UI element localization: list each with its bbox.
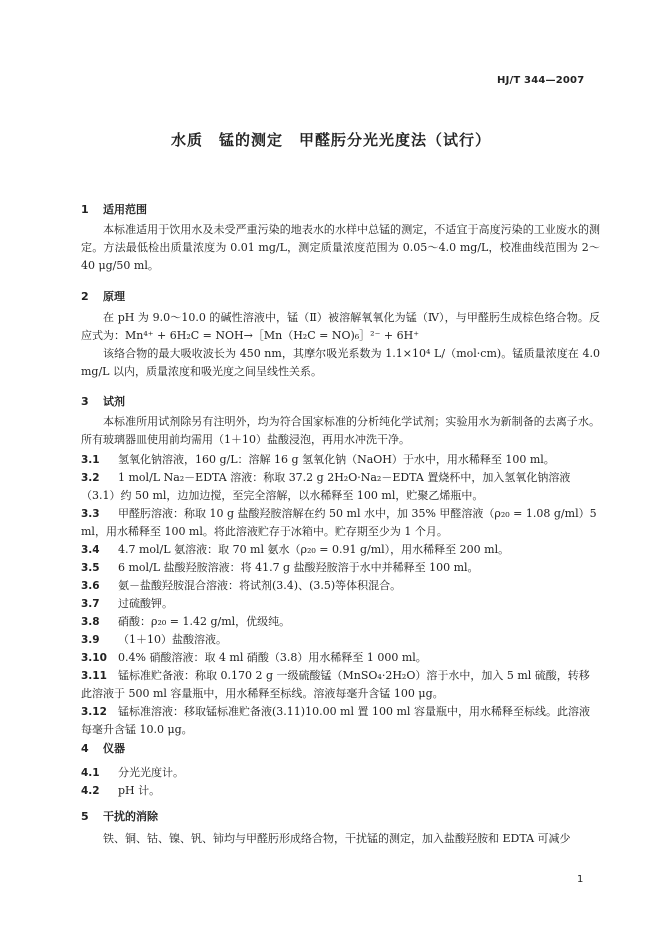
item-text: 分光光度计。 <box>118 766 184 779</box>
item-text: 过硫酸钾。 <box>118 597 173 610</box>
list-item <box>81 703 600 739</box>
section-number: 5 <box>81 810 89 823</box>
item-number: 3.3 <box>81 508 100 520</box>
standard-code: HJ/T 344—2007 <box>497 75 585 86</box>
section-3-heading <box>81 393 125 411</box>
list-item <box>81 613 600 631</box>
item-text: 甲醛肟溶液：称取 10 g 盐酸羟胺溶解在约 50 ml 水中，加 35% 甲醛溶液（ρ₂₀ = 1.08 g/ml）5 ml，用水稀释至 100 ml。将此溶液贮存于冰箱中。贮存期至少为 1 个月。 <box>81 507 597 538</box>
item-number: 4.2 <box>81 785 100 797</box>
section-5-heading <box>81 808 158 826</box>
list-item <box>81 541 600 559</box>
item-number: 3.7 <box>81 598 100 610</box>
item-number: 3.8 <box>81 616 100 628</box>
section-1-heading <box>81 201 147 219</box>
section-1-paragraph: 本标准适用于饮用水及未受严重污染的地表水的水样中总锰的测定，不适宜于高度污染的工业废水的测定。方法最低检出质量浓度为 0.01 mg/L，测定质量浓度范围为 0.05～4.0 mg/L，校准曲线范围为 2～40 μg/50 ml。 <box>81 223 600 272</box>
page-title: 水质 锰的测定 甲醛肟分光光度法（试行） <box>170 131 491 149</box>
list-item <box>81 559 600 577</box>
list-item <box>81 451 600 469</box>
list-item <box>81 469 600 505</box>
section-title: 干扰的消除 <box>103 810 158 823</box>
section-title: 试剂 <box>103 395 125 408</box>
list-item <box>81 782 600 800</box>
section-title: 适用范围 <box>103 203 147 216</box>
item-number: 3.2 <box>81 472 100 484</box>
list-item <box>81 577 600 595</box>
item-number: 3.10 <box>81 652 107 664</box>
section-2-heading <box>81 288 125 306</box>
section-title: 原理 <box>103 290 125 303</box>
section-title: 仪器 <box>103 742 125 755</box>
section-number: 2 <box>81 290 89 303</box>
item-text: 锰标准贮备液：称取 0.170 2 g 一级硫酸锰（MnSO₄·2H₂O）溶于水中，加入 5 ml 硫酸，转移此溶液于 500 ml 容量瓶中，用水稀释至标线。溶液每毫升含锰 100 μg。 <box>81 669 590 700</box>
item-number: 3.12 <box>81 706 107 718</box>
item-text: pH 计。 <box>118 784 161 797</box>
item-number: 3.5 <box>81 562 100 574</box>
section-4-heading <box>81 740 125 758</box>
section-5-paragraph: 铁、铜、钴、镍、钒、铈均与甲醛肟形成络合物，干扰锰的测定，加入盐酸羟胺和 EDTA 可减少 <box>103 832 571 845</box>
item-text: （1＋10）盐酸溶液。 <box>118 633 227 646</box>
section-2-paragraph-2: 该络合物的最大吸收波长为 450 nm，其摩尔吸光系数为 1.1×10⁴ L/（mol·cm)。锰质量浓度在 4.0 mg/L 以内，质量浓度和吸光度之间呈线性关系。 <box>81 347 600 378</box>
list-item <box>81 631 600 649</box>
item-number: 3.1 <box>81 454 100 466</box>
list-item <box>81 649 600 667</box>
section-3-paragraph: 本标准所用试剂除另有注明外，均为符合国家标准的分析纯化学试剂；实验用水为新制备的去离子水。所有玻璃器皿使用前均需用（1＋10）盐酸浸泡，再用水冲洗干净。 <box>81 415 600 446</box>
item-text: 0.4% 硝酸溶液：取 4 ml 硝酸（3.8）用水稀释至 1 000 ml。 <box>118 651 427 664</box>
item-number: 3.9 <box>81 634 100 646</box>
section-number: 1 <box>81 203 89 216</box>
item-text: 锰标准溶液：移取锰标准贮备液(3.11)10.00 ml 置 100 ml 容量瓶中，用水稀释至标线。此溶液每毫升含锰 10.0 μg。 <box>81 705 590 736</box>
item-number: 3.4 <box>81 544 100 556</box>
item-text: 1 mol/L Na₂－EDTA 溶液：称取 37.2 g 2H₂O·Na₂－EDTA 置烧杯中，加入氢氧化钠溶液（3.1）约 50 ml，边加边搅，至完全溶解，以水稀释至 100 ml，贮聚乙烯瓶中。 <box>81 471 571 502</box>
section-2-paragraph-1: 在 pH 为 9.0～10.0 的碱性溶液中，锰（Ⅱ）被溶解氧氧化为锰（Ⅳ），与甲醛肟生成棕色络合物。反应式为：Mn⁴⁺ + 6H₂C = NOH→［Mn（H₂C = NO)₆］²⁻ + 6H⁺ <box>81 311 600 342</box>
section-number: 3 <box>81 395 89 408</box>
item-text: 4.7 mol/L 氨溶液：取 70 ml 氨水（ρ₂₀ = 0.91 g/ml），用水稀释至 200 ml。 <box>118 543 510 556</box>
list-item <box>81 595 600 613</box>
item-text: 氢氧化钠溶液，160 g/L：溶解 16 g 氢氧化钠（NaOH）于水中，用水稀释至 100 ml。 <box>118 453 555 466</box>
page-number: 1 <box>577 874 584 885</box>
item-number: 4.1 <box>81 767 100 779</box>
item-text: 氨－盐酸羟胺混合溶液：将试剂(3.4)、(3.5)等体积混合。 <box>118 579 402 592</box>
list-item <box>81 505 600 541</box>
list-item <box>81 764 600 782</box>
item-number: 3.6 <box>81 580 100 592</box>
item-text: 6 mol/L 盐酸羟胺溶液：将 41.7 g 盐酸羟胺溶于水中并稀释至 100 ml。 <box>118 561 479 574</box>
section-number: 4 <box>81 742 89 755</box>
list-item <box>81 667 600 703</box>
item-number: 3.11 <box>81 670 107 682</box>
item-text: 硝酸：ρ₂₀ = 1.42 g/ml，优级纯。 <box>118 615 291 628</box>
